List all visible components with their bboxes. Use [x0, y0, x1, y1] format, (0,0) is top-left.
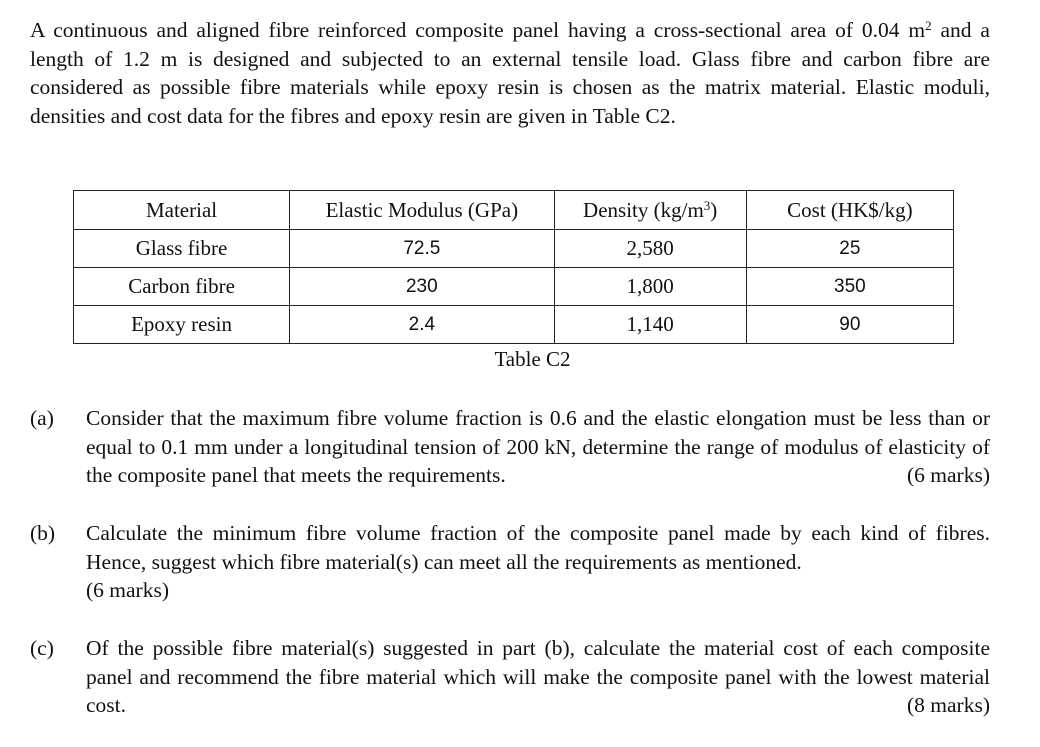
- question-body: Calculate the minimum fibre volume fraction of the composite panel made by each kind of fibres. Hence, suggest which fibre material(s) can meet all the requirements as mentioned.: [86, 521, 990, 574]
- question-body: Consider that the maximum fibre volume fraction is 0.6 and the elastic elongation must be less than or equal to 0.1 mm under a longitudinal tension of 200 kN, determine the range of modulus of elasticity of the composite panel that meets the requirements.: [86, 406, 990, 487]
- cell-density: 1,800: [554, 268, 746, 306]
- question-marks: (6 marks): [86, 578, 169, 602]
- table-row: [74, 268, 954, 306]
- area-unit-exponent: 2: [925, 17, 932, 33]
- table-header-row: [74, 191, 954, 230]
- table-row: [74, 230, 954, 268]
- question-body: Of the possible fibre material(s) suggested in part (b), calculate the material cost of each composite panel and recommend the fibre material which will make the composite panel with the lowest material cost.: [86, 636, 990, 717]
- question-label: (c): [30, 636, 54, 660]
- table-caption: Table C2: [494, 347, 571, 371]
- cell-cost: 90: [746, 306, 953, 344]
- header-density: [554, 191, 746, 230]
- header-cost: Cost (HK$/kg): [746, 191, 953, 230]
- question-c: [30, 634, 990, 720]
- question-text: [86, 634, 990, 720]
- cell-material: Glass fibre: [74, 230, 290, 268]
- materials-table: [73, 190, 954, 344]
- header-elastic-modulus: Elastic Modulus (GPa): [290, 191, 555, 230]
- cell-material: Epoxy resin: [74, 306, 290, 344]
- question-b: [30, 519, 990, 605]
- header-material: Material: [74, 191, 290, 230]
- cell-cost: 25: [746, 230, 953, 268]
- table-row: [74, 306, 954, 344]
- intro-paragraph: [30, 16, 990, 130]
- cell-modulus: 230: [290, 268, 555, 306]
- question-label: (a): [30, 406, 54, 430]
- question-a: [30, 404, 990, 490]
- question-label: (b): [30, 521, 56, 545]
- cell-density: 2,580: [554, 230, 746, 268]
- question-text: [86, 519, 990, 605]
- question-marks: (8 marks): [907, 693, 990, 717]
- header-density-exponent: 3: [703, 197, 711, 213]
- header-density-prefix: Density (kg/m: [583, 197, 704, 222]
- intro-text-end: and a length of 1.2 m is designed and subjected to an external tensile load. Glass fibre and carbon fibre are considered as possible fibre materials while epoxy resin is chosen as the matrix material. Elastic moduli, densities and cost data for the fibres and epoxy resin are given in Table C2.: [30, 18, 990, 128]
- header-density-suffix: ): [710, 197, 718, 222]
- cell-material: Carbon fibre: [74, 268, 290, 306]
- cell-modulus: 2.4: [290, 306, 555, 344]
- cell-density: 1,140: [554, 306, 746, 344]
- intro-text-start: A continuous and aligned fibre reinforced composite panel having a cross-sectional area of 0.04 m: [30, 18, 926, 42]
- cell-cost: 350: [746, 268, 953, 306]
- cell-modulus: 72.5: [290, 230, 555, 268]
- question-text: [86, 404, 990, 490]
- question-marks: (6 marks): [907, 463, 990, 487]
